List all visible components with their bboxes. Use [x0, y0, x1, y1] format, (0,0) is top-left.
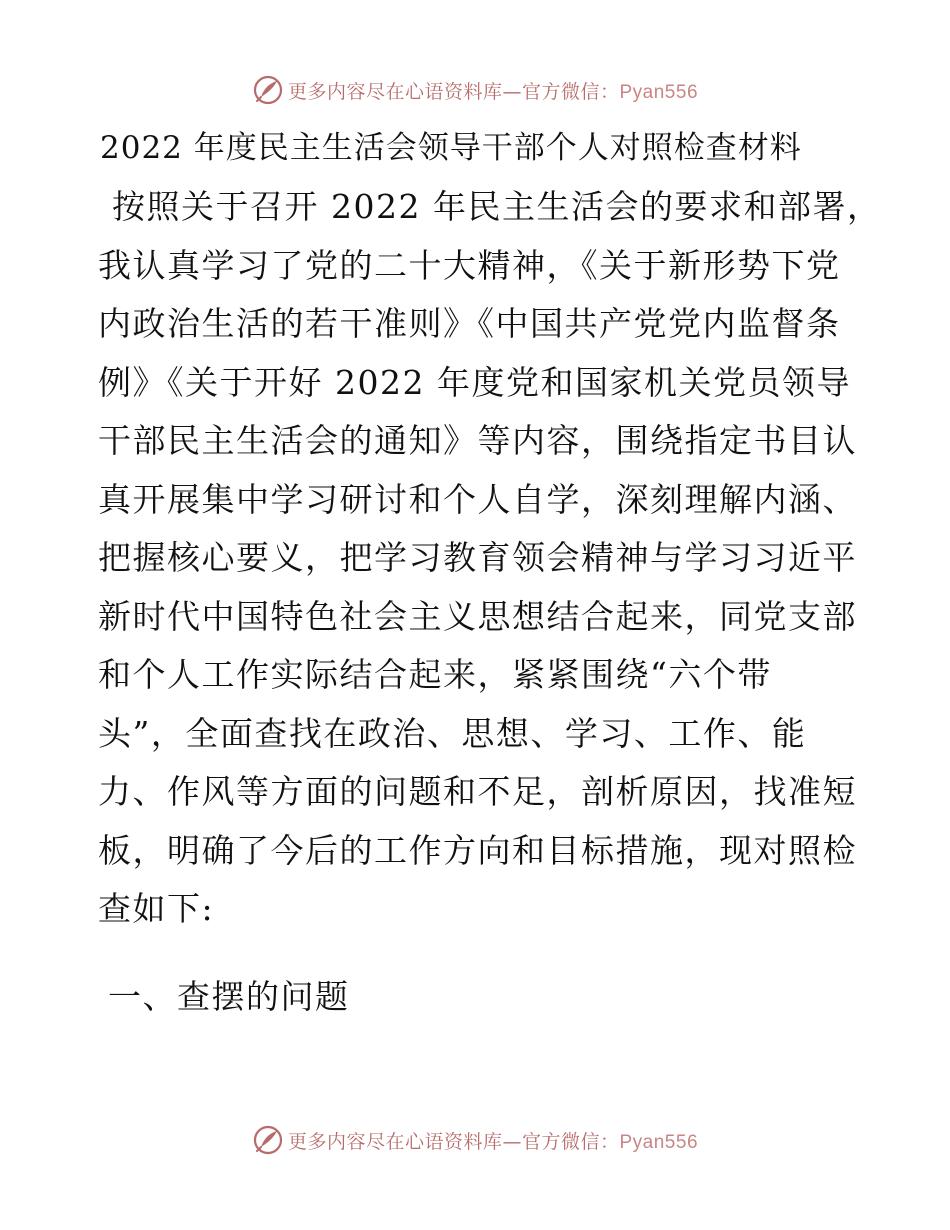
paragraph-line: 按照关于召开 2022 年民主生活会的要求和部署， — [112, 187, 882, 226]
paragraph-line: 干部民主生活会的通知》等内容，围绕指定书目认 — [98, 421, 857, 460]
paragraph-line: 板，明确了今后的工作方向和目标措施，现对照检 — [98, 830, 857, 870]
document-title: 2022 年度民主生活会领导干部个人对照检查材料 — [100, 130, 802, 166]
paragraph-line: 力、作风等方面的问题和不足，剖析原因，找准短 — [98, 772, 857, 811]
paragraph-line: 例》《关于开好 2022 年度党和国家机关党员领导 — [98, 362, 851, 402]
feather-logo-icon — [252, 1124, 284, 1156]
body-paragraph — [98, 178, 882, 939]
paragraph-line: 和个人工作实际结合起来，紧紧围绕“六个带 — [98, 655, 772, 694]
paragraph-line: 查如下: — [98, 889, 215, 928]
paragraph-line: 新时代中国特色社会主义思想结合起来，同党支部 — [98, 596, 857, 636]
section-heading: 一、查摆的问题 — [108, 977, 350, 1016]
header-wechat-id: Pyan556 — [619, 81, 699, 103]
paragraph-line: 我认真学习了党的二十大精神，《关于新形势下党 — [98, 245, 841, 285]
header-banner — [0, 72, 950, 108]
footer-wechat-id: Pyan556 — [619, 1131, 699, 1153]
feather-logo-icon — [252, 74, 284, 106]
paragraph-line: 真开展集中学习研讨和个人自学，深刻理解内涵、 — [98, 479, 857, 519]
paragraph-line: 把握核心要义，把学习教育领会精神与学习习近平 — [98, 538, 857, 577]
footer-banner-text: 更多内容尽在心语资料库—官方微信：Pyan556 — [287, 1130, 699, 1153]
paragraph-line: 头”，全面查找在政治、思想、学习、工作、能 — [98, 713, 807, 753]
header-banner-text: 更多内容尽在心语资料库—官方微信：Pyan556 — [287, 80, 699, 103]
footer-banner — [0, 1122, 950, 1158]
paragraph-line: 内政治生活的若干准则》《中国共产党党内监督条 — [98, 304, 841, 343]
